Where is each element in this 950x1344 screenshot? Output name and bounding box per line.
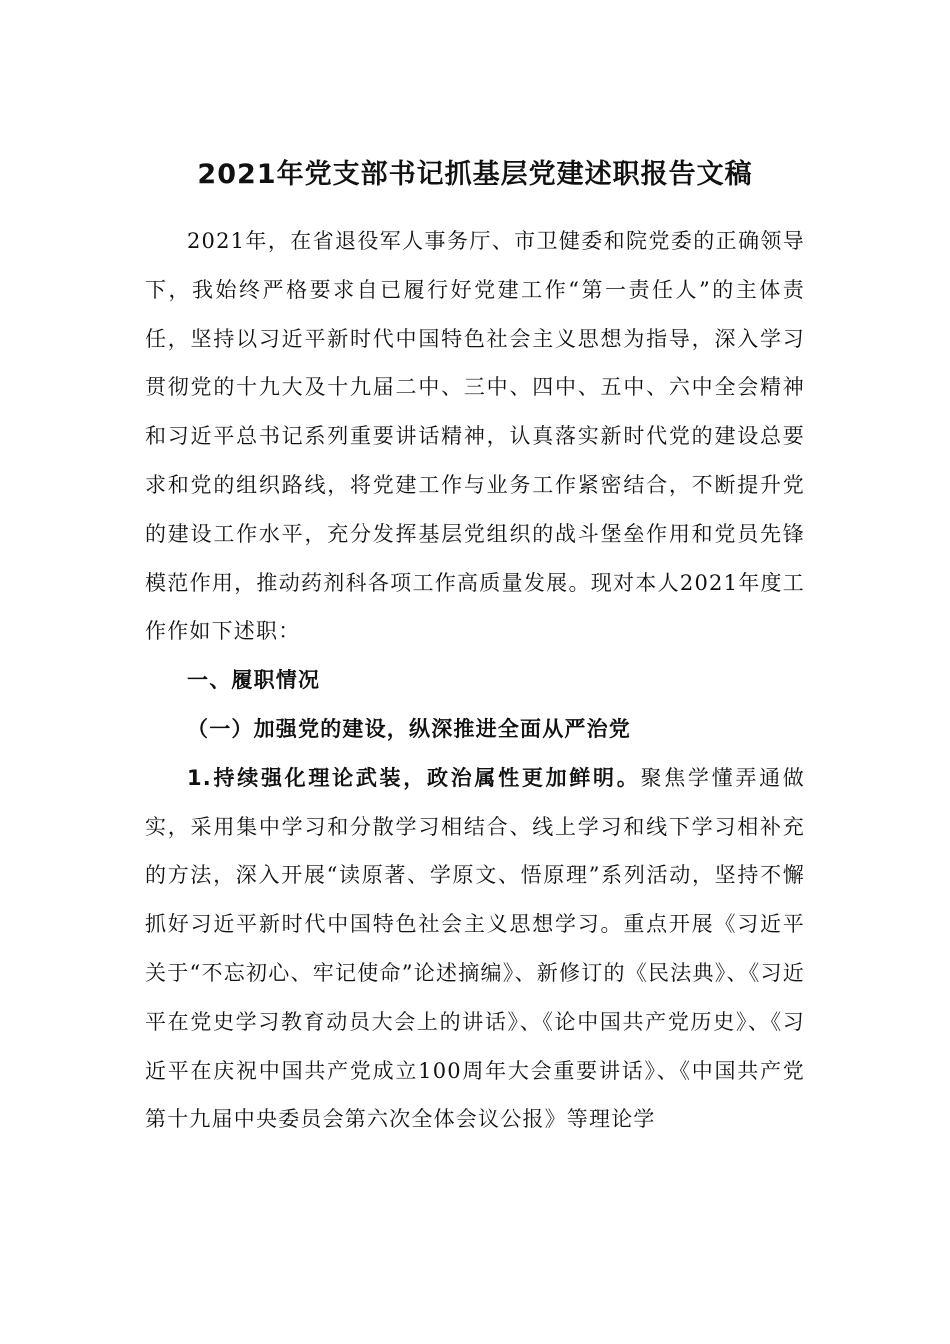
- item-lead-text: 1.持续强化理论武装，政治属性更加鲜明。: [187, 765, 641, 790]
- intro-paragraph: 2021年，在省退役军人事务厅、市卫健委和院党委的正确领导下，我始终严格要求自已履行好党建工作“第一责任人”的主体责任，坚持以习近平新时代中国特色社会主义思想为指导，深入学习贯彻党的十九大及十九届二中、三中、四中、五中、六中全会精神和习近平总书记系列重要讲话精神，认真落实新时代党的建设总要求和党的组织路线，将党建工作与业务工作紧密结合，不断提升党的建设工作水平，充分发挥基层党组织的战斗堡垒作用和党员先锋模范作用，推动药剂科各项工作高质量发展。现对本人2021年度工作作如下述职：: [145, 229, 805, 644]
- item-body-text: 聚焦学懂弄通做实，采用集中学习和分散学习相结合、线上学习和线下学习相补充的方法，深入开展“读原著、学原文、悟原理”系列活动，坚持不懈抓好习近平新时代中国特色社会主义思想学习。重点开展《习近平关于“不忘初心、牢记使命”论述摘编》、新修订的《民法典》、《习近平在党史学习教育动员大会上的讲话》、《论中国共产党历史》、《习近平在庆祝中国共产党成立100周年大会重要讲话》、《中国共产党第十九届中央委员会第六次全体会议公报》等理论学: [145, 765, 805, 1132]
- document-body: [145, 217, 805, 1144]
- section-heading: 一、履职情况: [187, 668, 321, 693]
- document-title: 2021年党支部书记抓基层党建述职报告文稿: [197, 159, 753, 190]
- subsection-heading: （一）加强党的建设，纵深推进全面从严治党: [187, 716, 631, 741]
- item-paragraph: [145, 754, 805, 1144]
